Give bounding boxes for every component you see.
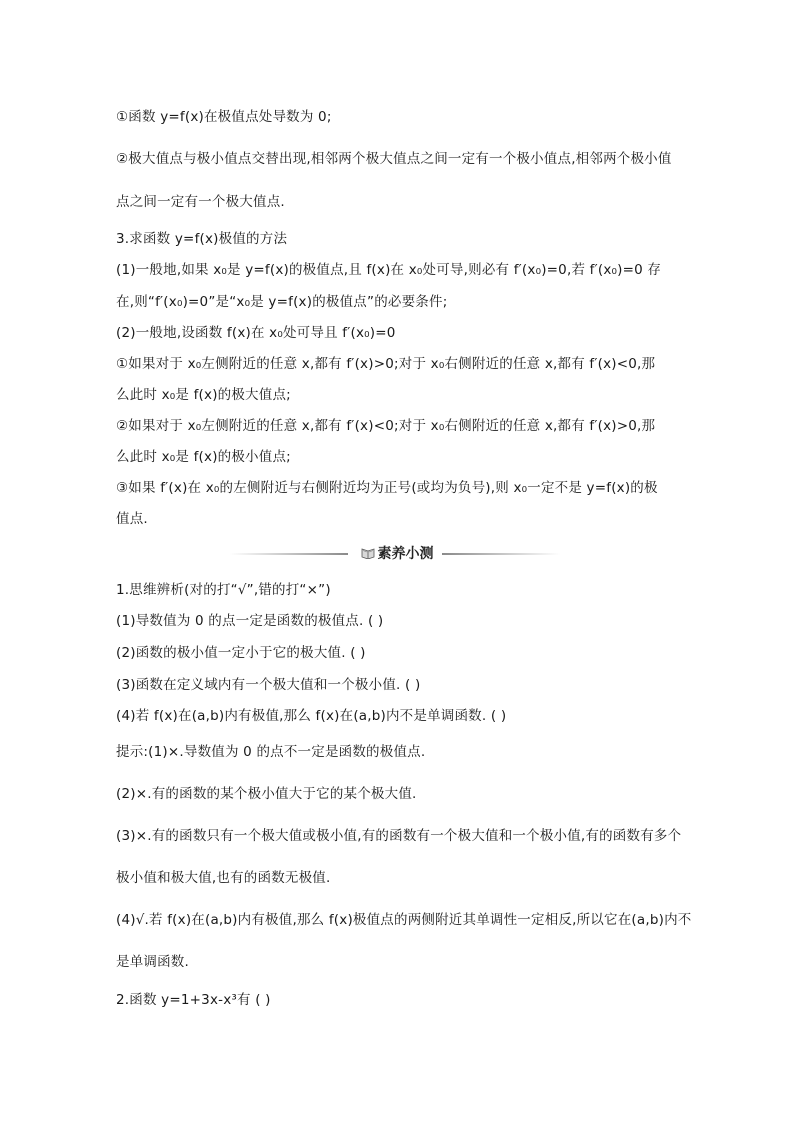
text-line: 么此时 x₀是 f(x)的极大值点;: [116, 387, 291, 403]
text-line: 值点.: [116, 511, 148, 527]
divider-rule-right: [442, 553, 560, 555]
hint-line: (2)×.有的函数的某个极小值大于它的某个极大值.: [116, 786, 417, 802]
text-line: (2)一般地,设函数 f(x)在 x₀处可导且 f′(x₀)=0: [116, 325, 396, 341]
question-item: (1)导数值为 0 的点一定是函数的极值点. ( ): [116, 613, 384, 629]
text-line: 么此时 x₀是 f(x)的极小值点;: [116, 449, 291, 465]
divider-rule-left: [230, 553, 348, 555]
text-line: ①如果对于 x₀左侧附近的任意 x,都有 f′(x)>0;对于 x₀右侧附近的任意 x,都有 f′(x)<0,那: [116, 356, 656, 372]
section-title-wrap: [352, 543, 442, 563]
text-line: 点之间一定有一个极大值点.: [116, 194, 285, 210]
text-line: ③如果 f′(x)在 x₀的左侧附近与右侧附近均为正号(或均为负号),则 x₀一定不是 y=f(x)的极: [116, 480, 658, 496]
question-heading: 2.函数 y=1+3x-x³有 ( ): [116, 992, 271, 1008]
hint-line: (3)×.有的函数只有一个极大值或极小值,有的函数有一个极大值和一个极小值,有的函数有多个: [116, 828, 682, 844]
hint-line: 极小值和极大值,也有的函数无极值.: [116, 870, 331, 886]
text-line: ①函数 y=f(x)在极值点处导数为 0;: [116, 109, 332, 125]
text-line: ②如果对于 x₀左侧附近的任意 x,都有 f′(x)<0;对于 x₀右侧附近的任意 x,都有 f′(x)>0,那: [116, 418, 656, 434]
question-item: (3)函数在定义域内有一个极大值和一个极小值. ( ): [116, 677, 421, 693]
book-icon: [361, 547, 375, 559]
section-heading: 3.求函数 y=f(x)极值的方法: [116, 231, 288, 247]
hint-line: (4)√.若 f(x)在(a,b)内有极值,那么 f(x)极值点的两侧附近其单调性一定相反,所以它在(a,b)内不: [116, 912, 692, 928]
text-line: (1)一般地,如果 x₀是 y=f(x)的极值点,且 f(x)在 x₀处可导,则必有 f′(x₀)=0,若 f′(x₀)=0 存: [116, 262, 662, 278]
section-divider: [230, 543, 560, 563]
hint-line: 是单调函数.: [116, 954, 189, 970]
question-item: (4)若 f(x)在(a,b)内有极值,那么 f(x)在(a,b)内不是单调函数. ( ): [116, 708, 507, 724]
hint-line: 提示:(1)×.导数值为 0 的点不一定是函数的极值点.: [116, 744, 426, 760]
text-line: 在,则“f′(x₀)=0”是“x₀是 y=f(x)的极值点”的必要条件;: [116, 294, 448, 310]
question-heading: 1.思维辨析(对的打“√”,错的打“×”): [116, 582, 331, 598]
text-line: ②极大值点与极小值点交替出现,相邻两个极大值点之间一定有一个极小值点,相邻两个极小值: [116, 151, 672, 167]
question-item: (2)函数的极小值一定小于它的极大值. ( ): [116, 645, 366, 661]
section-title: 素养小测: [377, 546, 434, 562]
